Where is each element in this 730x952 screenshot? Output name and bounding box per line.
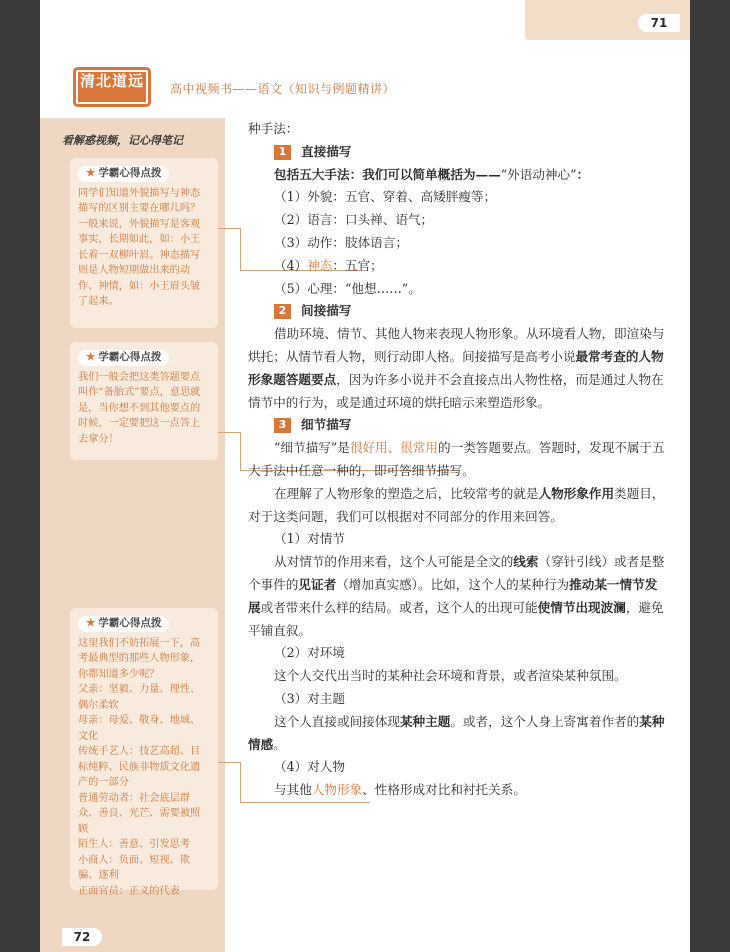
tip-text: 我们一般会把这类答题要点叫作“备胎式”要点，意思就是，当你想不到其他要点的时候，一定要把这一点答上去拿分！ [78,371,201,445]
paragraph: 借助环境、情节、其他人物来表现人物形象。从环境看人物，即渲染与烘托；从情节看人物，则行动即人格。间接描写是高考小说最常考查的人物形象题答题要点，因为许多小说并不会直接点出人物性格，而是通过人物在情节中的行为，或是通过环境的烘托暗示来塑造形象。 [248,326,665,410]
main-content [248,118,668,802]
top-page-number: 71 [638,14,680,32]
paragraph: 从对情节的作用来看，这个人可能是全文的线索（穿针引线）或者是整个事件的见证者（增加真实感）。比如，这个人的某种行为推动某一情节发展或者带来什么样的结局。或者，这个人的出现可能使情节出现波澜，避免平铺直叙。 [248,554,665,638]
section-heading: 2 间接描写 [248,300,668,323]
connector-line [218,432,240,433]
notes-sidebar [40,118,225,952]
tip-note-1 [70,158,218,328]
subheading: （1）对情节 [274,531,345,547]
tip-note-3 [70,608,218,897]
connector-line [240,762,241,802]
star-icon: ★ [86,351,96,363]
paragraph: 包括五大手法：我们可以简单概括为——“外语动神心”： [274,166,590,182]
section-heading: 1 直接描写 [248,141,668,164]
list-item: （2）语言：口头禅、语气； [274,212,434,228]
section-heading: 3 细节描写 [248,414,668,437]
subheading: （2）对环境 [274,645,345,661]
tip-text: 这里我们不妨拓展一下，高考最典型的那些人物形象，你都知道多少呢？ 父亲：坚毅、力量、理性、偶尔柔软 母亲：母爱、敬身、地域、文化 传统手艺人：技艺高超、目标纯粹、民族非物质文化遗产的一部分 普通劳动者：社会底层群众、善良、光芒、需要被照顾 陌生人：善意、引发思考 小商人：负面、短视、欺骗、逐利 正面官员：正义的代表 [78,637,201,897]
tip-label: ★ 学霸心得点拨 [78,616,169,632]
list-item: （4）神态：五官； [274,257,383,273]
bottom-page-number: 72 [62,928,102,946]
book-title: 高中视频书——语文（知识与例题精讲） [170,82,396,96]
star-icon: ★ [86,167,96,179]
paragraph: 这个人交代出当时的某种社会环境和背景，或者渲染某种氛围。 [274,668,627,684]
section-number: 3 [274,418,291,433]
connector-line [240,432,241,470]
textbook-page [40,0,690,952]
tip-text: 同学们知道外貌描写与神态描写的区别主要在哪儿吗？ 一般来说，外貌描写是客观事实，长期如此，如：小王长着一双柳叶眉。神态描写则是人物短期做出来的动作、神情，如：小王眉头皱了起来。 [78,187,201,307]
tip-label: ★ 学霸心得点拨 [78,350,169,366]
connector-line [218,228,240,269]
connector-line [240,802,370,803]
list-item: （5）心理：“他想……”。 [274,280,421,296]
section-number: 2 [274,304,291,319]
paragraph: “细节描写”是很好用、很常用的一类答题要点。答题时，发现不属于五大手法中任意一种的，即可答细节描写。 [248,440,665,478]
brand-logo: 清北道远 [76,70,148,104]
paragraph: 这个人直接或间接体现某种主题。或者，这个人身上寄寓着作者的某种情感。 [248,713,665,752]
list-item: （3）动作：肢体语言； [274,234,408,250]
connector-line [240,228,241,270]
subheading: （4）对人物 [274,759,345,775]
tip-note-2 [70,342,218,460]
tip-label: ★ 学霸心得点拨 [78,166,169,182]
subheading: （3）对主题 [274,690,345,706]
top-page-tab [525,0,690,40]
section-number: 1 [274,145,291,160]
list-item: （1）外貌：五官、穿着、高矮胖瘦等； [274,189,497,205]
connector-line [218,762,240,763]
paragraph: 在理解了人物形象的塑造之后，比较常考的就是人物形象作用类题目，对于这类问题，我们可以根据对不同部分的作用来回答。 [248,485,665,524]
intro-text: 种手法： [248,121,299,136]
sidebar-heading: 看解惑视频，记心得笔记 [62,134,183,147]
paragraph: 与其他人物形象、性格形成对比和衬托关系。 [274,782,526,798]
star-icon: ★ [86,617,96,629]
